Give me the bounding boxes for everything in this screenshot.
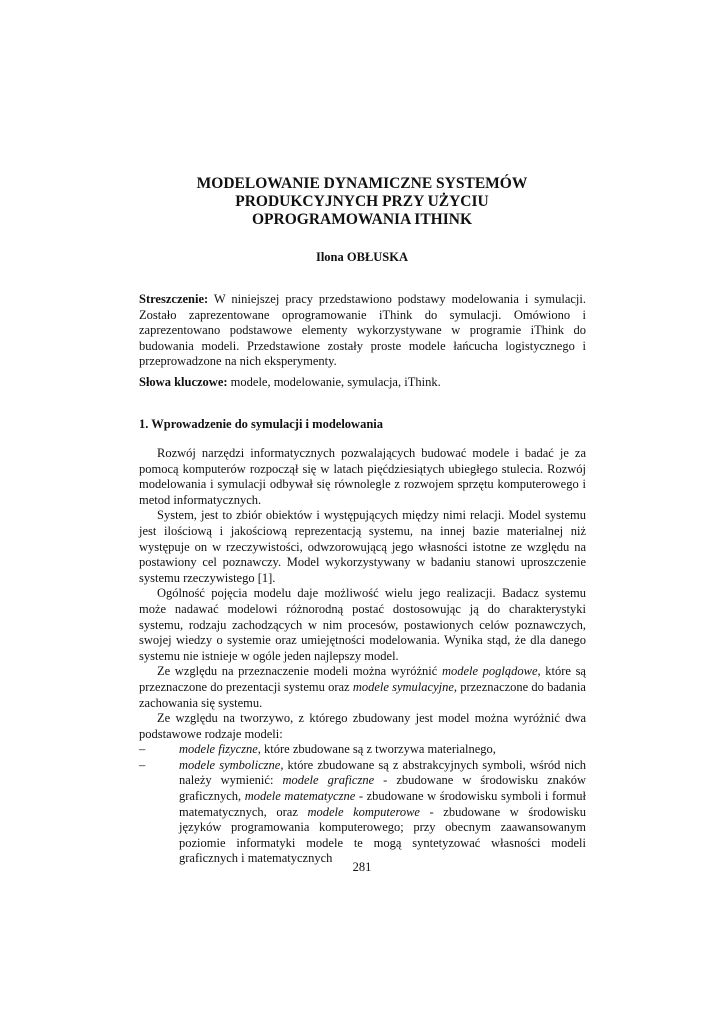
list-item-2-text-4: - zbudowane w środowisku języków programowania komputerowego; przy obecnym zaawansowanym poziomie informatyki modele te mogą syntetyzować własności modeli graficznych i matematycznych bbox=[179, 804, 586, 866]
page-number: 281 bbox=[352, 860, 372, 874]
term-modele-graficzne: modele graficzne bbox=[282, 773, 375, 788]
paragraph-4 bbox=[139, 664, 586, 711]
list-item bbox=[139, 758, 586, 867]
paragraph-3: Ogólność pojęcia modelu daje możliwość wielu jego realizacji. Badacz systemu może nadawać modelowi różnorodną postać dostosowując ją do charakterystyki systemu, rodzaju zachodzących w nim procesów, postawionych celów poznawczych, swojej wiedzy o systemie oraz umiejętności modelowania. Wynika stąd, że dla danego systemu nie istnieje w ogóle jeden najlepszy model. bbox=[139, 586, 586, 663]
paragraph-5: Ze względu na tworzywo, z którego zbudowany jest model można wyróżnić dwa podstawowe rodzaje modeli: bbox=[139, 711, 586, 741]
paragraph-2: System, jest to zbiór obiektów i występujących między nimi relacji. Model systemu jest ilościową i jakościową reprezentacją systemu, na innej bazie materialnej niż występuje on w rzeczywistości, odwzorowującą jego własności istotne ze względu na postawiony cel poznawczy. Model wykorzystywany w badaniu stanowi uproszczenie systemu rzeczywistego [1]. bbox=[139, 508, 586, 585]
dash-bullet: – bbox=[139, 757, 146, 772]
list-item-1-text: , które zbudowane są z tworzywa materialnego, bbox=[257, 742, 496, 757]
abstract bbox=[139, 292, 586, 370]
term-modele-matematyczne: modele matematyczne bbox=[244, 789, 356, 804]
title-line-3: OPROGRAMOWANIA ITHINK bbox=[251, 211, 473, 228]
term-modele-symboliczne: modele symboliczne bbox=[179, 757, 281, 772]
author-name: Ilona OBŁUSKA bbox=[315, 250, 409, 264]
abstract-label: Streszczenie: bbox=[139, 292, 209, 306]
section-heading: 1. Wprowadzenie do symulacji i modelowania bbox=[139, 417, 383, 431]
keywords-label: Słowa kluczowe: bbox=[139, 375, 228, 389]
paragraph-4-text-a: Ze względu na przeznaczenie modeli można wyróżnić bbox=[157, 664, 442, 679]
keywords bbox=[139, 375, 586, 391]
term-modele-fizyczne: modele fizyczne bbox=[179, 742, 258, 757]
keywords-text: modele, modelowanie, symulacja, iThink. bbox=[227, 375, 441, 389]
abstract-text: W niniejszej pracy przedstawiono podstawy modelowania i symulacji. Zostało zaprezentowane oprogramowanie iThink do symulacji. Omówiono i zaprezentowano podstawowe elementy wykorzystywane w programie iThink do budowania modeli. Przedstawione zostały proste modele łańcucha logistycznego i przeprowadzone na nich eksperymenty. bbox=[139, 292, 586, 369]
paragraph-4-text-c: , przeznaczone do badania zachowania się systemu. bbox=[139, 679, 586, 710]
term-modele-symulacyjne: modele symulacyjne bbox=[352, 679, 454, 694]
list-item-2-text-1: , które zbudowane są z abstrakcyjnych symboli, wśród nich należy wymienić: bbox=[179, 757, 586, 788]
section-body bbox=[139, 446, 586, 867]
title-line-1: MODELOWANIE DYNAMICZNE SYSTEMÓW bbox=[196, 175, 528, 192]
dash-bullet: – bbox=[139, 742, 146, 757]
list-item-2-text-3: - zbudowane w środowisku symboli i formuł matematycznych, oraz bbox=[179, 789, 587, 819]
model-types-list bbox=[139, 742, 586, 867]
paragraph-1: Rozwój narzędzi informatycznych pozwalających budować modele i badać je za pomocą komputerów rozpoczął się w latach pięćdziesiątych ubiegłego stulecia. Rozwój modelowania i symulacji odbywał się równolegle z rozwojem sprzętu komputerowego i metod informatycznych. bbox=[139, 446, 586, 507]
paper-title bbox=[0, 175, 724, 229]
list-item-2-text-2: - zbudowane w środowisku znaków graficznych, bbox=[179, 773, 586, 804]
term-modele-komputerowe: modele komputerowe bbox=[307, 804, 420, 819]
list-item bbox=[139, 742, 586, 758]
title-line-2: PRODUKCYJNYCH PRZY UŻYCIU bbox=[235, 193, 489, 210]
term-modele-pogladowe: modele poglądowe bbox=[441, 664, 538, 679]
paragraph-4-text-b: , które są przeznaczone do prezentacji systemu oraz bbox=[139, 664, 586, 694]
